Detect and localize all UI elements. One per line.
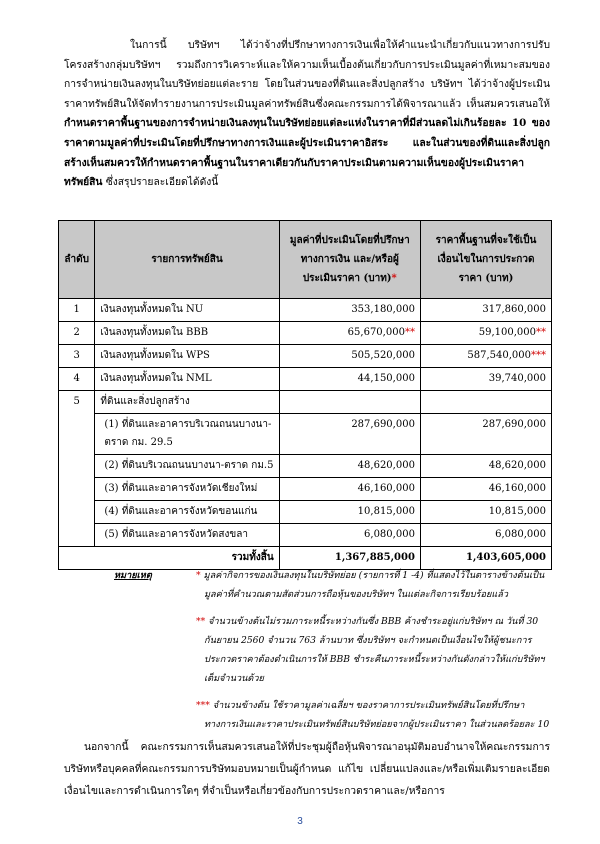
row-no: 1 (59, 299, 95, 322)
land-item-row (59, 414, 552, 455)
total-base: 1,403,605,000 (420, 547, 551, 570)
land-base-empty (420, 391, 551, 414)
total-appraised: 1,367,885,000 (279, 547, 420, 570)
header-appraised-mark: * (391, 273, 397, 284)
total-label: รวมทั้งสิ้น (59, 547, 280, 570)
row-item: เงินลงทุนทั้งหมดใน NU (95, 299, 279, 322)
table-row (59, 322, 552, 345)
row-appraised-value: 505,520,000 (351, 350, 415, 361)
land-label: ที่ดินและสิ่งปลูกสร้าง (95, 391, 279, 414)
land-item (95, 478, 279, 501)
row-base-mark: *** (531, 350, 546, 361)
notes-section (114, 566, 554, 742)
land-item-appraised: 10,815,000 (279, 501, 420, 524)
land-item-label: (3) ที่ดินและอาคารจังหวัดเชียงใหม่ (104, 483, 258, 494)
land-item-row (59, 524, 552, 547)
note-text: มูลค่ากิจการของเงินลงทุนในบริษัทย่อย (รายการที่ 1 -4) ที่แสดงไว้ในตารางข้างต้นเป็นมูลค่าที่คำนวณตามสัดส่วนการถือหุ้นของบริษัทฯ ในแต่ละกิจการเรียบร้อยแล้ว (203, 570, 545, 600)
note-mark: *** (196, 700, 210, 711)
land-item-base: 10,815,000 (420, 501, 551, 524)
row-appraised (279, 368, 420, 391)
row-base (420, 299, 551, 322)
table-row (59, 299, 552, 322)
asset-pricing-table (58, 220, 552, 570)
land-group-row (59, 391, 552, 414)
row-base (420, 345, 551, 368)
note-mark: ** (196, 616, 206, 627)
row-item: เงินลงทุนทั้งหมดใน NML (95, 368, 279, 391)
row-base-value: 317,860,000 (482, 304, 546, 315)
row-appraised-mark: ** (404, 327, 415, 338)
land-item-appraised: 287,690,000 (279, 414, 420, 455)
row-base (420, 322, 551, 345)
land-item-base: 287,690,000 (420, 414, 551, 455)
intro-paragraph (64, 36, 550, 193)
land-no: 5 (59, 391, 95, 547)
row-appraised-value: 353,180,000 (351, 304, 415, 315)
note-text: จำนวนข้างต้นไม่รวมภาระหนี้ระหว่างกันซึ่ง BBB ค้างชำระอยู่แก่บริษัทฯ ณ วันที่ 30 กันยายน 2560 จำนวน 763 ล้านบาท ซึ่งบริษัทฯ จะกำหนดเป็นเงื่อนไขให้ผู้ชนะการประกวดราคาต้องดำเนินการให้ BBB ชำระคืนภาระหนี้ระหว่างกันดังกล่าวให้แก่บริษัทฯ เต็มจำนวนด้วย (204, 616, 545, 684)
table-row (59, 368, 552, 391)
notes-label: หมายเหตุ (114, 570, 152, 581)
row-appraised (279, 345, 420, 368)
intro-text-end: ซึ่งสรุปรายละเอียดได้ดังนี้ (102, 176, 219, 189)
row-base (420, 368, 551, 391)
note-mark: * (196, 570, 201, 581)
land-item-row (59, 455, 552, 478)
land-item (95, 414, 279, 455)
header-appraised (279, 221, 420, 299)
row-base-value: 587,540,000 (467, 350, 531, 361)
land-item-label: (4) ที่ดินและอาคารจังหวัดขอนแก่น (104, 506, 258, 517)
intro-text: ในการนี้ บริษัทฯ ได้ว่าจ้างที่ปรึกษาทางการเงินเพื่อให้คำแนะนำเกี่ยวกับแนวทางการปรับโครงสร้างกลุ่มบริษัทฯ รวมถึงการวิเคราะห์และให้ความเห็นเบื้องต้นเกี่ยวกับการประเมินมูลค่าที่เหมาะสมของการจำหน่ายเงินลงทุนในบริษัทย่อยแต่ละราย โดยในส่วนของที่ดินและสิ่งปลูกสร้าง บริษัทฯ ได้ว่าจ้างผู้ประเมินราคาทรัพย์สินให้จัดทำรายงานการประเมินมูลค่าทรัพย์สินซึ่งคณะกรรมการได้พิจารณาแล้ว เห็นสมควรเสนอให้ (64, 39, 550, 110)
row-appraised (279, 299, 420, 322)
row-base-value: 39,740,000 (488, 373, 546, 384)
land-item-appraised: 6,080,000 (279, 524, 420, 547)
row-item: เงินลงทุนทั้งหมดใน BBB (95, 322, 279, 345)
row-appraised-value: 44,150,000 (357, 373, 415, 384)
land-item (95, 455, 279, 478)
land-item-base: 46,160,000 (420, 478, 551, 501)
row-no: 4 (59, 368, 95, 391)
land-item-appraised: 46,160,000 (279, 478, 420, 501)
land-item-base: 48,620,000 (420, 455, 551, 478)
land-item-base: 6,080,000 (420, 524, 551, 547)
land-appraised-empty (279, 391, 420, 414)
note-text: จำนวนข้างต้น ใช้ราคามูลค่าเฉลี่ยฯ ของราคาการประเมินทรัพย์สินโดยที่ปรึกษาทางการเงินและราคาประเมินทรัพย์สินบริษัทย่อยจากผู้ประเมินราคา ในส่วนลดร้อยละ 10 (204, 700, 550, 730)
row-appraised-value: 65,670,000 (347, 327, 405, 338)
note-item (114, 696, 554, 734)
table-row (59, 345, 552, 368)
closing-paragraph: นอกจากนี้ คณะกรรมการเห็นสมควรเสนอให้ที่ประชุมผู้ถือหุ้นพิจารณาอนุมัติมอบอำนาจให้คณะกรรมการบริษัทหรือบุคคลที่คณะกรรมการบริษัทมอบหมายเป็นผู้กำหนด แก้ไข เปลี่ยนแปลงและ/หรือเพิ่มเติมรายละเอียด เงื่อนไขและการดำเนินการใดๆ ที่จำเป็นหรือเกี่ยวข้องกับการประกวดราคาและ/หรือการ (64, 741, 550, 797)
land-item-row (59, 478, 552, 501)
header-appraised-text: มูลค่าที่ประเมินโดยที่ปรึกษาทางการเงิน และ/หรือผู้ประเมินราคา (บาท) (289, 235, 410, 284)
row-no: 3 (59, 345, 95, 368)
row-appraised (279, 322, 420, 345)
land-item-label: (1) ที่ดินและอาคารบริเวณถนนบางนา-ตราด กม. 29.5 (104, 419, 272, 448)
header-base-price: ราคาพื้นฐานที่จะใช้เป็นเงื่อนไขในการประกวดราคา (บาท) (420, 221, 551, 299)
land-item-label: (2) ที่ดินบริเวณถนนบางนา-ตราด กม.5 (104, 460, 274, 471)
land-item-appraised: 48,620,000 (279, 455, 420, 478)
intro-bold-text: กำหนดราคาพื้นฐานของการจำหน่ายเงินลงทุนในบริษัทย่อยแต่ละแห่งในราคาที่มีส่วนลดไม่เกินร้อยละ 10 ของราคาตามมูลค่าที่ประเมินโดยที่ปรึกษาทางการเงินและผู้ประเมินราคาอิสระ และในส่วนของที่ดินและสิ่งปลูกสร้างเห็นสมควรให้กำหนดราคาพื้นฐานในราคาเดียวกันกับราคาประเมินตามความเห็นของผู้ประเมินราคาทรัพย์สิน (64, 117, 550, 189)
row-no: 2 (59, 322, 95, 345)
land-item-row (59, 501, 552, 524)
land-item-label: (5) ที่ดินและอาคารจังหวัดสงขลา (104, 529, 248, 540)
row-item: เงินลงทุนทั้งหมดใน WPS (95, 345, 279, 368)
header-no: ลำดับ (59, 221, 95, 299)
land-item (95, 524, 279, 547)
note-item (114, 566, 554, 604)
page-number: 3 (297, 816, 303, 827)
table-header-row (59, 221, 552, 299)
header-item: รายการทรัพย์สิน (95, 221, 279, 299)
row-base-mark: ** (536, 327, 546, 338)
row-base-value: 59,100,000 (478, 327, 536, 338)
note-item (114, 612, 554, 688)
land-item (95, 501, 279, 524)
